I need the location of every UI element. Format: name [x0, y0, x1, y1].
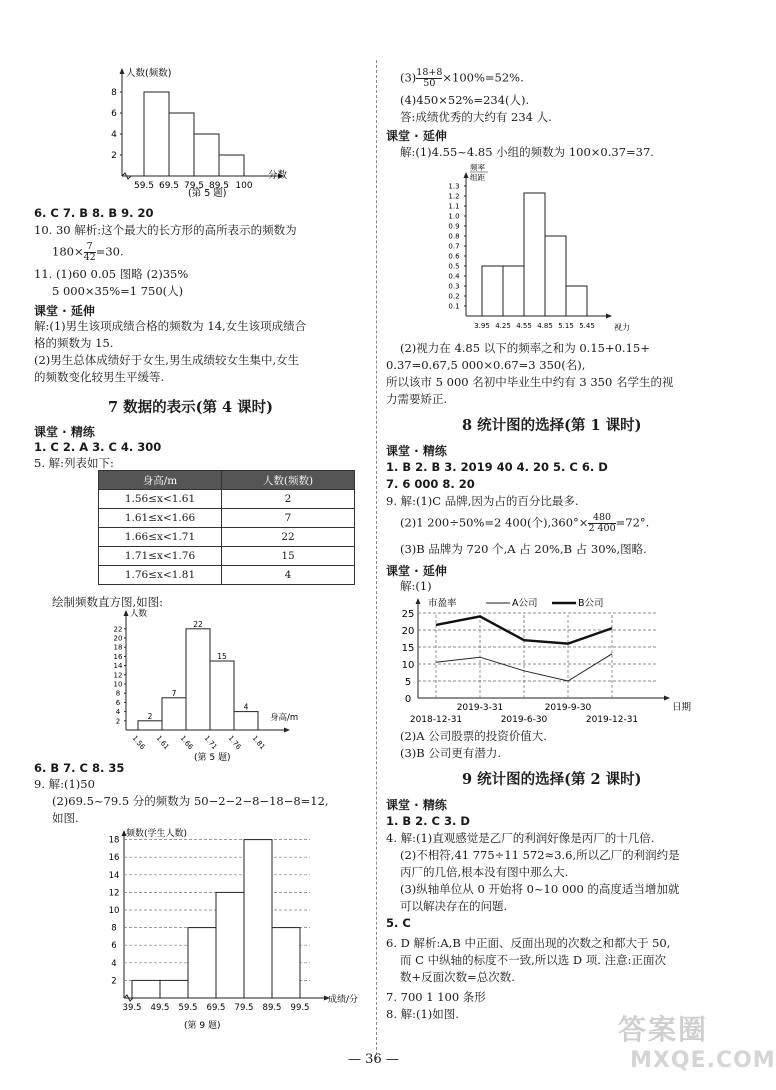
- chart4-yticks: [448, 183, 466, 311]
- chart2-bar-label: 7: [171, 688, 177, 698]
- chart2-ytick-label: 10: [113, 680, 123, 689]
- r4-line: (4)450×52%=234(人).: [400, 93, 530, 107]
- chart1-bar: [169, 113, 194, 176]
- chart1-xtick-label: 59.5: [133, 181, 155, 191]
- table-header-count: 人数(频数): [222, 471, 355, 490]
- q6-9-answers: 6. C 7. B 8. B 9. 20: [34, 206, 154, 220]
- chart5-yticks: [402, 609, 415, 705]
- chart2-yticks: [114, 625, 126, 725]
- p8-line: 8. 解:(1)如图.: [386, 1007, 459, 1021]
- chart3-caption: (第 9 题): [184, 1021, 221, 1031]
- q5-intro: 5. 解:列表如下:: [34, 456, 114, 470]
- q6-8-answers: 6. B 7. C 8. 35: [34, 761, 125, 775]
- p4-line3: 丙厂的几倍,根本没有图中那么大.: [400, 865, 569, 879]
- chart2-xlabel: 身高/m: [270, 713, 299, 723]
- chart3-ytick-label: 4: [111, 958, 117, 969]
- p7-answer: 7. 700 1 100 条形: [386, 990, 486, 1004]
- chart4-ytick-label: 0.9: [448, 222, 460, 231]
- ext-line3: 0.37=0.67,5 000×0.67=3 350(名),: [386, 358, 586, 372]
- chart3-bar: [160, 980, 188, 998]
- chart3-ytick-label: 6: [111, 941, 117, 952]
- ext2-line2: (2)A 公司股票的投资价值大.: [400, 729, 547, 743]
- chart2-ytick-label: 4: [115, 708, 121, 717]
- pe-ratio-line-chart: [386, 592, 716, 726]
- column-divider: [376, 60, 378, 1060]
- chart1-ytick-label: 2: [111, 151, 117, 161]
- chart3-bar: [244, 840, 272, 998]
- chart2-xtick-label: 1.76: [226, 734, 243, 752]
- chart5-legend-a: A公司: [512, 598, 538, 609]
- chart1-bar: [144, 92, 169, 176]
- chart2-ylabel: 人数: [130, 609, 148, 619]
- q9-line1: 9. 解:(1)50: [34, 777, 95, 791]
- chart4-bar: [482, 266, 503, 316]
- chart3-xtick-label: 79.5: [234, 1003, 254, 1013]
- chart4-bar: [503, 266, 524, 316]
- q9-line3: 如图.: [52, 811, 79, 825]
- chart2-bar-label: 15: [217, 652, 227, 661]
- ext2-line3: (3)B 公司更有潜力.: [400, 746, 502, 760]
- chart1-xtick-label: 89.5: [208, 181, 230, 191]
- chart3-yticks: [109, 836, 120, 987]
- chart4-ytick-label: 0.4: [448, 272, 460, 281]
- ext1-line2: 格的频数为 15.: [34, 336, 114, 350]
- section-ketang-jinglian: 课堂 · 精练: [34, 425, 95, 439]
- watermark-url: MXQE.COM: [630, 1048, 776, 1073]
- chart4-ytick-label: 1.2: [448, 192, 460, 201]
- table-cell: 4: [222, 566, 355, 585]
- chart1-xlabel: 分数: [268, 170, 288, 181]
- q9r-line1: 9. 解:(1)C 品牌,因为占的百分比最多.: [386, 494, 579, 508]
- section-ketang-jinglian-right: 课堂 · 精练: [386, 444, 447, 458]
- chart4-ylabel-num: 频率: [470, 163, 485, 172]
- q10-line1: 10. 30 解析:这个最大的长方形的高所表示的频数为: [34, 223, 297, 237]
- chart2-ytick-label: 2: [115, 717, 121, 726]
- chart3-bar: [132, 980, 160, 998]
- chart5-xtick-label: 2019-12-31: [585, 715, 639, 725]
- chart2-ytick-label: 16: [113, 652, 123, 661]
- chart3-bar: [188, 928, 216, 998]
- chart2-bar-label: 2: [147, 711, 153, 721]
- chart4-xtick-label: 5.15: [558, 322, 574, 330]
- chart3-xtick-label: 69.5: [206, 1003, 226, 1013]
- chart1-ytick-label: 4: [111, 130, 117, 140]
- chart4-ytick-label: 1.0: [448, 212, 460, 221]
- chart1-ytick-label: 8: [111, 88, 117, 98]
- q7-8-answers: 7. 6 000 8. 20: [386, 477, 475, 491]
- section-ketang-yanshen-right: 课堂 · 延伸: [386, 129, 447, 143]
- chart1-xtick-label: 79.5: [183, 181, 205, 191]
- ext-line1: 解:(1)4.55~4.85 小组的频数为 100×0.37=37.: [400, 145, 654, 159]
- p4-line1: 4. 解:(1)直观感觉是乙厂的利润好像是丙厂的十几倍.: [386, 831, 655, 845]
- table-cell: 1.66≤x<1.71: [99, 528, 222, 547]
- ext1-line1: 解:(1)男生该项成绩合格的频数为 14,女生该项成绩合: [34, 319, 307, 333]
- chart2-xtick-label: 1.61: [154, 734, 171, 752]
- chart4-xtick-label: 3.95: [474, 322, 490, 330]
- chart1-xtick-label: 69.5: [158, 181, 180, 191]
- chart3-ytick-label: 12: [108, 888, 120, 899]
- section-ketang-yanshen: 课堂 · 延伸: [34, 304, 95, 318]
- chart5-xtick-label: 2018-12-31: [409, 715, 463, 725]
- chart5-xtick-label: 2019-9-30: [544, 703, 592, 713]
- chart2-bar: [210, 661, 234, 730]
- section-ketang-jinglian-right2: 课堂 · 精练: [386, 798, 447, 812]
- chart3-bar: [272, 928, 300, 998]
- chart2-ytick-label: 20: [113, 634, 123, 643]
- q1-6-answers: 1. B 2. B 3. 2019 40 4. 20 5. C 6. D: [386, 460, 608, 474]
- chart4-bar: [545, 236, 566, 316]
- chart1-bar: [194, 134, 219, 176]
- chart3-ytick-label: 16: [108, 853, 120, 864]
- chart4-bars: [482, 193, 587, 316]
- chart2-bar-label: 4: [243, 702, 249, 712]
- chart4-xtick-label: 4.85: [537, 322, 553, 330]
- table-cell: 1.56≤x<1.61: [99, 490, 222, 509]
- chart5-ylabel: 市盈率: [428, 598, 457, 609]
- chart5-gridlines: [418, 613, 658, 698]
- chart2-ytick-label: 8: [115, 689, 121, 698]
- histogram-grades-chart: [100, 822, 372, 1036]
- chart4-ytick-label: 1.3: [448, 182, 460, 191]
- chart4-ytick-label: 0.3: [448, 282, 460, 291]
- chart3-ytick-label: 2: [111, 976, 117, 987]
- chart1-ylabel: 人数(频数): [126, 68, 172, 79]
- p4-line4: (3)纵轴单位从 0 开始将 0~10 000 的高度适当增加就: [400, 882, 680, 896]
- chart2-xtick-label: 1.71: [202, 734, 219, 752]
- chart3-ytick-label: 14: [108, 870, 120, 881]
- chart5-xtick-label: 2019-3-31: [456, 703, 504, 713]
- p6-line3: 数+反面次数=总次数.: [400, 970, 515, 984]
- heading-lesson-7: 7 数据的表示(第 4 课时): [108, 399, 274, 416]
- table-row: [99, 566, 355, 585]
- ext-line5: 力需要矫正.: [386, 392, 448, 406]
- page-number: — 36 —: [348, 1052, 399, 1067]
- chart4-bar: [566, 286, 587, 316]
- chart3-ytick-label: 8: [111, 923, 117, 934]
- table-row: [99, 547, 355, 566]
- chart3-xlabel: 成绩/分: [328, 995, 359, 1005]
- chart1-xtick-label: 100: [235, 181, 253, 191]
- chart3-xtick-label: 49.5: [150, 1003, 170, 1013]
- chart3-xtick-label: 59.5: [178, 1003, 198, 1013]
- chart4-xtick-label: 5.45: [579, 322, 595, 330]
- chart5-ytick-label: 15: [401, 643, 415, 654]
- chart3-ylabel: 频数(学生人数): [126, 829, 188, 839]
- chart2-ytick-label: 6: [115, 698, 121, 707]
- section-ketang-yanshen-right2: 课堂 · 延伸: [386, 564, 447, 578]
- heading-lesson-8: 8 统计图的选择(第 1 课时): [462, 417, 642, 434]
- chart5-ytick-label: 25: [401, 609, 415, 620]
- chart3-xtick-label: 39.5: [122, 1003, 142, 1013]
- p4-line5: 可以解决存在的问题.: [400, 899, 508, 913]
- chart3-xtick-label: 99.5: [290, 1003, 310, 1013]
- p6-line1: 6. D 解析:A,B 中正面、反面出现的次数之和都大于 50,: [386, 936, 671, 950]
- ext2-line1: 解:(1): [400, 579, 432, 593]
- p1-3-answers: 1. B 2. C 3. D: [386, 814, 470, 828]
- chart4-ytick-label: 0.7: [448, 242, 460, 251]
- chart4-xtick-label: 4.55: [516, 322, 532, 330]
- r-answer: 答:成绩优秀的大约有 234 人.: [400, 110, 552, 124]
- table-cell: 1.76≤x<1.81: [99, 566, 222, 585]
- chart1-bars: [144, 92, 244, 176]
- chart1-yticks: [111, 88, 122, 161]
- histogram-height-chart: [104, 604, 314, 764]
- chart3-bar: [216, 892, 244, 998]
- chart2-bar-label: 22: [193, 619, 203, 629]
- watermark-logo: 答案圈: [618, 1013, 709, 1046]
- chart5-ytick-label: 10: [401, 660, 415, 671]
- chart2-ytick-label: 12: [113, 671, 123, 680]
- chart5-ytick-label: 20: [401, 626, 415, 637]
- height-frequency-table: [98, 470, 355, 585]
- table-cell: 2: [222, 490, 355, 509]
- q1-4-answers: 1. C 2. A 3. C 4. 300: [34, 440, 162, 454]
- r3-line: (3) $\frac{18+8}{50}$ ×100%=52%.: [400, 67, 524, 89]
- q11-line1: 11. (1)60 0.05 图略 (2)35%: [34, 267, 189, 281]
- draw-histogram-text: 绘制频数直方图,如图:: [52, 595, 164, 609]
- table-row: [99, 509, 355, 528]
- chart2-xtick-label: 1.56: [130, 734, 147, 752]
- ext-line2: (2)视力在 4.85 以下的频率之和为 0.15+0.15+: [400, 341, 650, 355]
- chart2-ytick-label: 18: [113, 643, 123, 652]
- chart4-bar: [524, 193, 545, 316]
- table-cell: 1.71≤x<1.76: [99, 547, 222, 566]
- chart2-xtick-label: 1.66: [178, 734, 195, 752]
- chart3-ytick-label: 10: [108, 906, 120, 916]
- chart2-bar: [138, 721, 162, 730]
- chart4-xtick-label: 4.25: [495, 322, 511, 330]
- chart4-xticks: [474, 322, 595, 330]
- chart1-caption: (第 5 题): [188, 188, 227, 199]
- chart4-ylabel-den: 组距: [470, 173, 485, 182]
- chart2-bar: [186, 629, 210, 730]
- chart4-ytick-label: 0.2: [448, 292, 460, 301]
- chart3-bars: [132, 840, 300, 998]
- chart5-xticks: [410, 703, 638, 725]
- chart3-ytick-label: 18: [108, 835, 120, 846]
- q9-line2: (2)69.5~79.5 分的频数为 50−2−2−8−18−8=12,: [52, 794, 329, 808]
- table-header-height: 身高/m: [99, 471, 222, 490]
- ext1-line4: 的频数变化较男生平缓等.: [34, 370, 165, 384]
- heading-lesson-9: 9 统计图的选择(第 2 课时): [462, 771, 642, 788]
- chart5-ytick-label: 5: [404, 677, 412, 688]
- q11-line2: 5 000×35%=1 750(人): [52, 284, 184, 298]
- table-row: [99, 490, 355, 509]
- table-cell: 7: [222, 509, 355, 528]
- table-cell: 15: [222, 547, 355, 566]
- chart2-xticks: [130, 734, 266, 752]
- chart5-xtick-label: 2019-6-30: [500, 715, 548, 725]
- ext-line4: 所以该市 5 000 名初中毕业生中约有 3 350 名学生的视: [386, 375, 674, 389]
- chart3-xticks: [123, 1003, 310, 1013]
- chart5-legend-b: B公司: [578, 598, 604, 609]
- chart2-ytick-label: 14: [113, 662, 123, 671]
- table-cell: 1.61≤x<1.66: [99, 509, 222, 528]
- chart4-ytick-label: 0.5: [448, 262, 460, 271]
- chart2-bar: [234, 712, 258, 730]
- chart1-ytick-label: 6: [111, 109, 117, 119]
- chart5-ytick-label: 0: [404, 694, 412, 705]
- chart4-ytick-label: 1.1: [448, 202, 460, 211]
- histogram-score-chart: [100, 60, 300, 200]
- chart3-xtick-label: 89.5: [262, 1003, 282, 1013]
- chart5-xlabel: 日期: [672, 702, 692, 713]
- p6-line2: 而 C 中纵轴的标度不一致,所以选 D 项. 注意:正面次: [400, 953, 666, 967]
- table-row: [99, 528, 355, 547]
- p4-line2: (2)不相符,41 775÷11 572≈3.6,所以乙厂的利润约是: [400, 848, 680, 862]
- p5-answer: 5. C: [386, 916, 411, 930]
- chart2-bar: [162, 698, 186, 730]
- chart2-xtick-label: 1.81: [250, 734, 267, 752]
- table-cell: 22: [222, 528, 355, 547]
- chart1-bar: [219, 155, 244, 176]
- chart4-ytick-label: 0.1: [448, 302, 460, 311]
- chart4-ytick-label: 0.6: [448, 252, 460, 261]
- ext1-line3: (2)男生总体成绩好于女生,男生成绩较女生集中,女生: [34, 353, 300, 367]
- chart2-caption: (第 5 题): [194, 753, 231, 763]
- chart4-ytick-label: 0.8: [448, 232, 460, 241]
- q9r-line2: (2)1 200÷50%=2 400(个),360°× $\frac{480}{2 400}$ =72°.: [400, 512, 650, 534]
- q10-line2: 180× $\frac{7}{42}$ =30.: [52, 241, 124, 263]
- q9r-line3: (3)B 品牌为 720 个,A 占 20%,B 占 30%,图略.: [400, 542, 647, 556]
- chart2-bars: [138, 620, 258, 730]
- chart2-ytick-label: 22: [113, 625, 123, 634]
- chart4-xlabel: 视力: [614, 323, 630, 332]
- histogram-vision-chart: [440, 160, 640, 336]
